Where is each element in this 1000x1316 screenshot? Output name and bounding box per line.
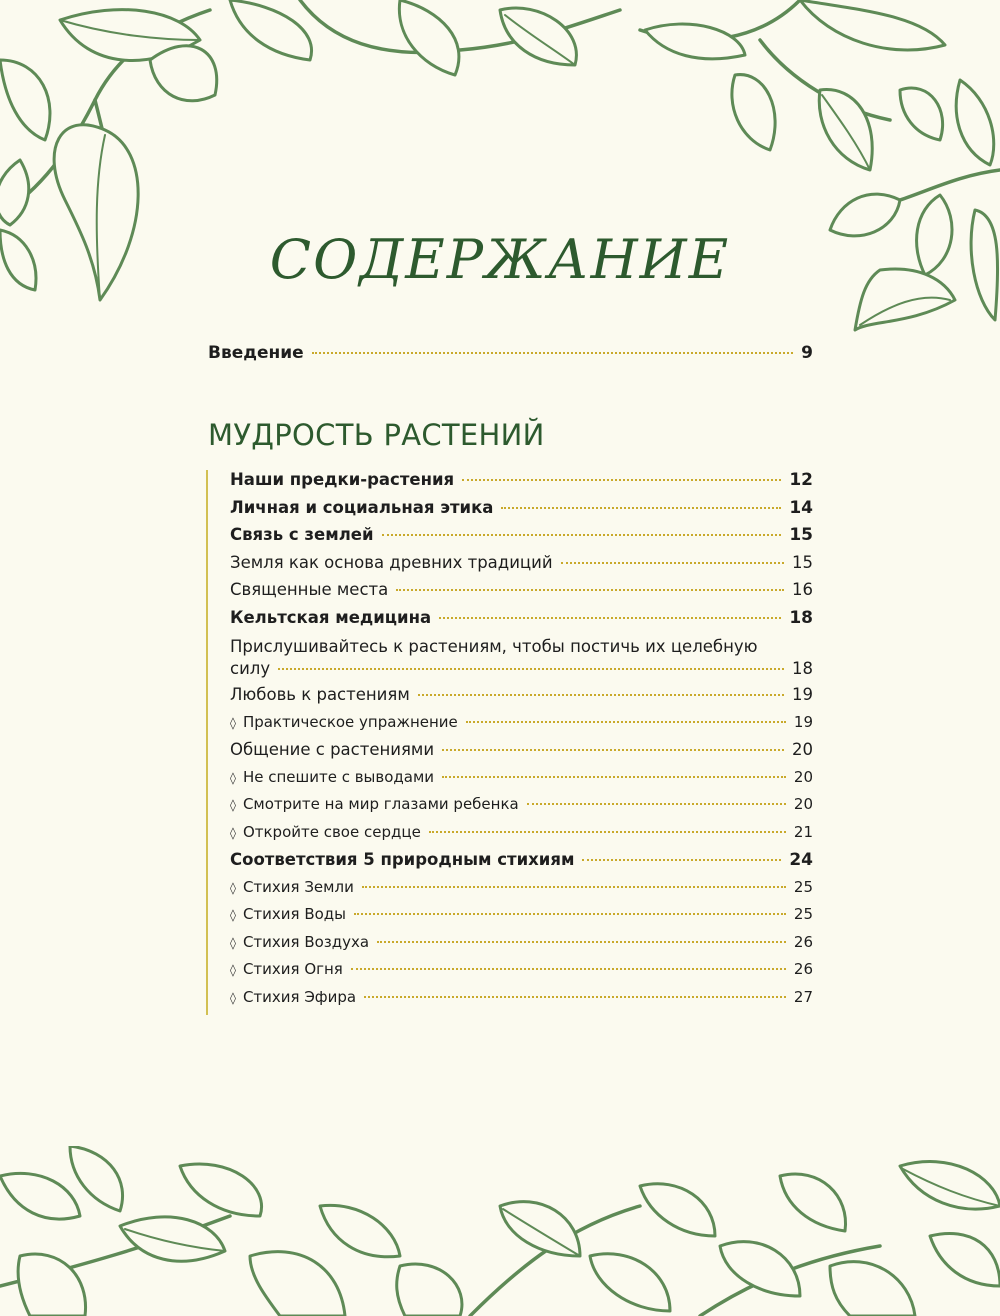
toc-entry-title: Любовь к растениям xyxy=(230,685,410,704)
toc-entry-title: Связь с землей xyxy=(230,525,374,544)
diamond-bullet-icon: ◊ xyxy=(230,880,236,895)
page-title: СОДЕРЖАНИЕ xyxy=(269,228,731,291)
toc-entry-page: 14 xyxy=(789,497,813,518)
toc-entry[interactable] xyxy=(230,685,813,713)
toc-entry-page: 12 xyxy=(789,470,813,490)
dot-leader xyxy=(527,803,786,805)
toc-intro-title: Введение xyxy=(208,343,304,363)
diamond-bullet-icon: ◊ xyxy=(230,990,236,1005)
dot-leader xyxy=(396,589,784,591)
toc-list xyxy=(206,470,813,1015)
dot-leader xyxy=(442,749,784,751)
toc-entry-title: Личная и социальная этика xyxy=(230,497,494,517)
toc-entry[interactable] xyxy=(230,768,813,796)
dot-leader xyxy=(429,831,786,833)
toc-entry-title: Не спешите с выводами xyxy=(242,767,435,786)
toc-entry-title: Прислушивайтесь к растениям, чтобы постичь их целебную xyxy=(230,637,758,656)
section-title: МУДРОСТЬ РАСТЕНИЙ xyxy=(208,418,545,452)
toc-entry-title: Стихия Эфира xyxy=(242,987,357,1006)
toc-entry-page: 19 xyxy=(792,685,813,704)
toc-entry-page: 15 xyxy=(792,552,813,572)
diamond-bullet-icon: ◊ xyxy=(230,935,236,950)
diamond-bullet-icon: ◊ xyxy=(230,770,236,785)
dot-leader xyxy=(377,941,786,943)
toc-entry-page: 26 xyxy=(793,960,813,978)
toc-entry-title: Смотрите на мир глазами ребенка xyxy=(242,795,519,813)
dot-leader xyxy=(354,913,786,915)
toc-entry-title: Наши предки-растения xyxy=(230,470,455,489)
diamond-bullet-icon: ◊ xyxy=(230,908,236,922)
dot-leader xyxy=(418,694,784,696)
toc-entry[interactable] xyxy=(230,580,813,608)
toc-entry-page: 19 xyxy=(793,712,813,731)
toc-entry-page: 20 xyxy=(792,740,813,759)
toc-entry[interactable] xyxy=(230,905,813,933)
dot-leader xyxy=(439,617,781,619)
dot-leader xyxy=(278,668,784,670)
toc-entry-title: Земля как основа древних традиций xyxy=(230,552,553,572)
dot-leader xyxy=(351,968,786,970)
toc-entry-page: 15 xyxy=(789,525,813,545)
dot-leader xyxy=(462,479,781,481)
dot-leader xyxy=(466,721,786,723)
diamond-bullet-icon: ◊ xyxy=(230,798,236,812)
toc-entry-title: Стихия Воды xyxy=(242,905,346,923)
dot-leader xyxy=(382,534,782,536)
dot-leader xyxy=(312,352,793,354)
dot-leader xyxy=(362,886,786,888)
toc-entry-page: 20 xyxy=(793,767,813,786)
toc-entry-page: 16 xyxy=(792,580,813,599)
dot-leader xyxy=(561,562,784,564)
toc-entry[interactable] xyxy=(230,823,813,851)
toc-entry[interactable] xyxy=(230,498,813,526)
toc-intro-entry[interactable] xyxy=(208,343,813,363)
dot-leader xyxy=(442,776,786,778)
toc-entry-title: Стихия Земли xyxy=(242,877,354,896)
toc-entry-title: Священные места xyxy=(230,580,389,599)
toc-entry-title: Стихия Огня xyxy=(242,960,343,978)
toc-entry-page: 26 xyxy=(793,932,813,951)
toc-entry[interactable] xyxy=(230,553,813,581)
toc-entry-title: Кельтская медицина xyxy=(230,607,432,627)
dot-leader xyxy=(364,996,786,998)
toc-entry-page: 18 xyxy=(789,607,813,628)
toc-entry-page: 27 xyxy=(793,987,813,1006)
toc-entry[interactable] xyxy=(230,933,813,961)
toc-entry-page: 25 xyxy=(793,877,813,896)
toc-entry-title-continued: силу xyxy=(230,659,271,678)
toc-entry[interactable] xyxy=(230,878,813,906)
toc-entry[interactable] xyxy=(230,608,813,636)
diamond-bullet-icon: ◊ xyxy=(230,715,236,730)
dot-leader xyxy=(501,507,781,509)
diamond-bullet-icon: ◊ xyxy=(230,825,236,840)
toc-entry-title: Откройте свое сердце xyxy=(242,822,421,841)
toc-entry[interactable] xyxy=(230,525,813,553)
toc-entry[interactable] xyxy=(230,740,813,768)
toc-entry[interactable] xyxy=(230,850,813,878)
dot-leader xyxy=(582,859,781,861)
toc-entry[interactable] xyxy=(230,470,813,498)
toc-entry[interactable] xyxy=(230,988,813,1016)
toc-entry-page: 20 xyxy=(793,795,813,813)
toc-entry[interactable] xyxy=(230,635,813,685)
toc-entry-title: Стихия Воздуха xyxy=(242,932,370,951)
bottom-foliage-illustration xyxy=(0,1146,1000,1316)
toc-intro-page: 9 xyxy=(801,343,813,363)
toc-entry[interactable] xyxy=(230,960,813,988)
diamond-bullet-icon: ◊ xyxy=(230,963,236,977)
toc-entry-page: 21 xyxy=(793,822,813,841)
toc-entry[interactable] xyxy=(230,795,813,823)
toc-entry[interactable] xyxy=(230,713,813,741)
toc-entry-page: 25 xyxy=(793,905,813,923)
toc-entry-page: 24 xyxy=(789,850,813,870)
toc-entry-page: 18 xyxy=(792,659,813,678)
toc-entry-title: Общение с растениями xyxy=(230,740,435,759)
toc-entry-title: Соответствия 5 природным стихиям xyxy=(230,850,575,869)
toc-entry-title: Практическое упражнение xyxy=(242,712,458,731)
